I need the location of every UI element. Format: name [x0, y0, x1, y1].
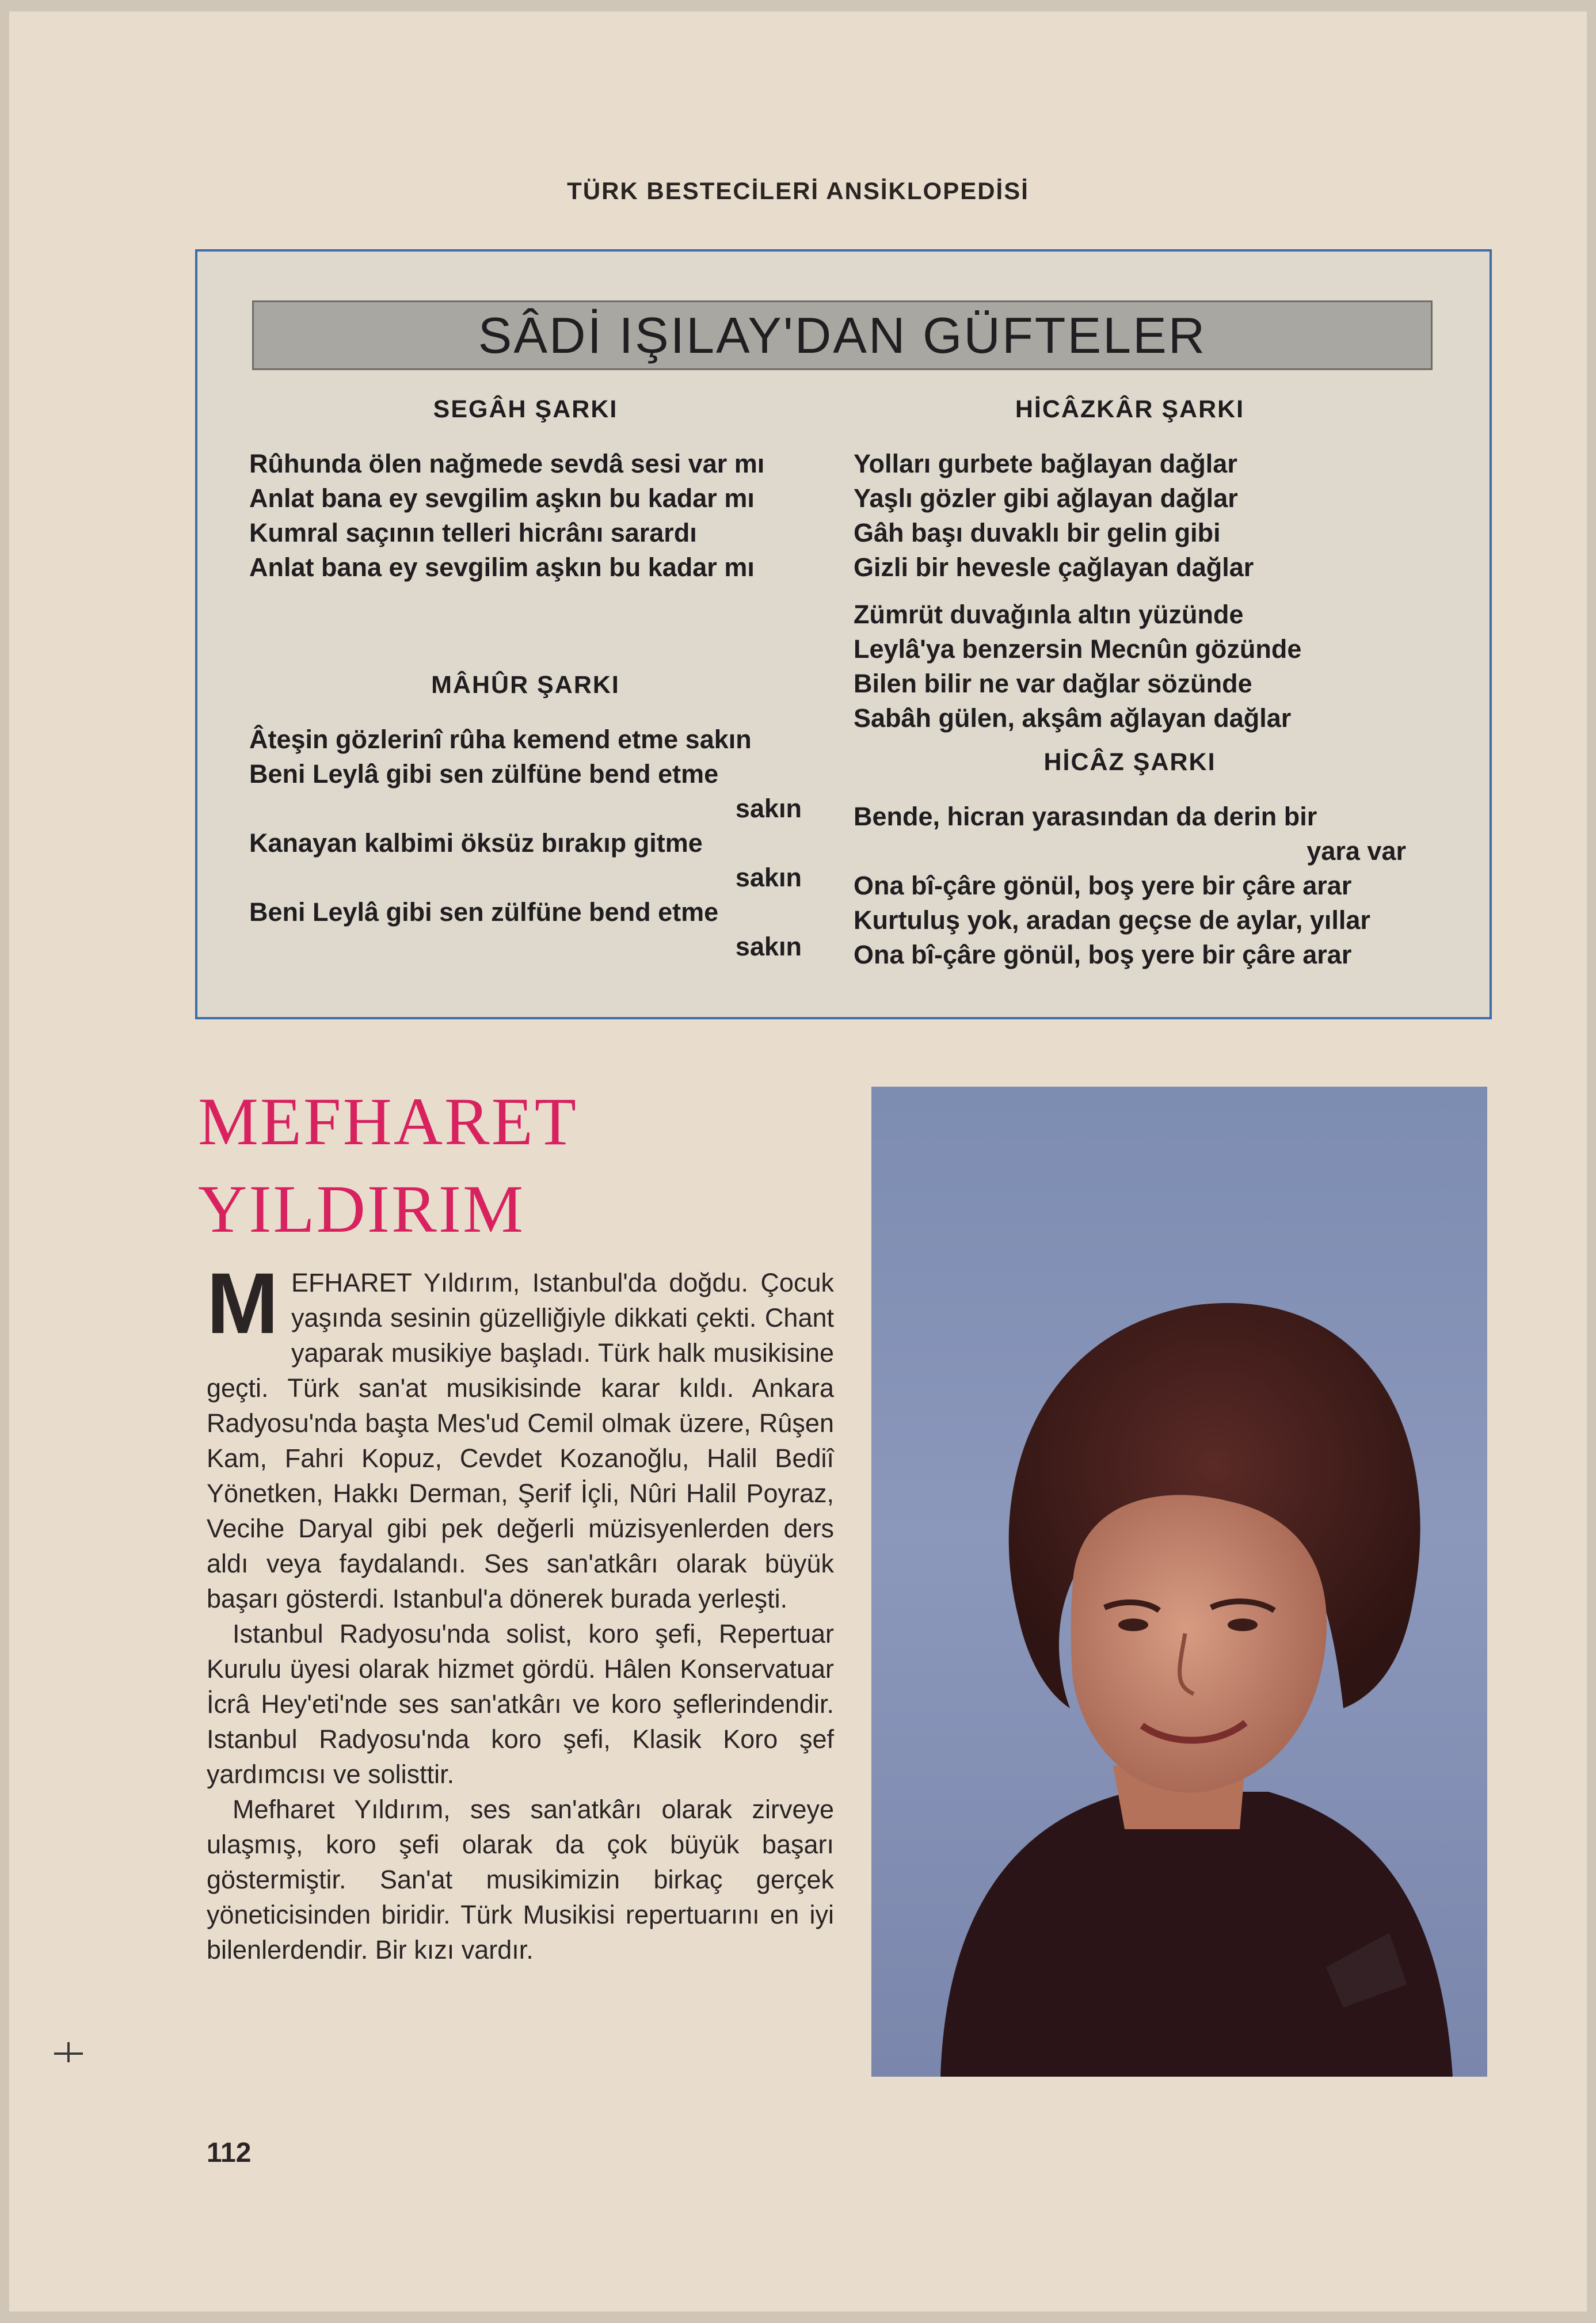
- verse-line: Bilen bilir ne var dağlar sözünde: [854, 669, 1252, 698]
- verse-line: Kurtuluş yok, aradan geçse de aylar, yıllar: [854, 905, 1370, 935]
- verse-line: yara var: [1306, 836, 1406, 866]
- article-title-line: MEFHARET: [198, 1084, 578, 1159]
- verse-line: sakın: [735, 794, 802, 823]
- article-title-line: YILDIRIM: [198, 1171, 525, 1247]
- portrait-illustration: [871, 1087, 1487, 2077]
- song-title-hicazkar: HİCÂZKÂR ŞARKI: [1015, 395, 1245, 423]
- lyrics-box: [195, 249, 1492, 1019]
- lyrics-right-column: [854, 395, 1406, 972]
- verse-line: Yolları gurbete bağlayan dağlar: [854, 449, 1237, 478]
- verse-line: Sabâh gülen, akşâm ağlayan dağlar: [854, 703, 1292, 733]
- verse-segah: [249, 447, 802, 585]
- verse-line: Yaşlı gözler gibi ağlayan dağlar: [854, 483, 1238, 513]
- verse-mahur: [249, 722, 802, 964]
- article-title: [198, 1078, 578, 1253]
- verse-line: Kanayan kalbimi öksüz bırakıp gitme: [249, 828, 703, 858]
- verse-line: Anlat bana ey sevgilim aşkın bu kadar mı: [249, 483, 755, 513]
- song-title-hicaz: HİCÂZ ŞARKI: [1043, 748, 1216, 776]
- song-title-segah: SEGÂH ŞARKI: [433, 395, 618, 423]
- verse-line: Kumral saçının telleri hicrânı sarardı: [249, 518, 697, 547]
- verse-line: Leylâ'ya benzersin Mecnûn gözünde: [854, 634, 1302, 664]
- verse-line: Ona bî-çâre gönül, boş yere bir çâre arar: [854, 940, 1352, 969]
- article-paragraph: Mefharet Yıldırım, ses san'atkârı olarak zirveye ulaşmış, koro şefi olarak da çok büyük başarı göstermiştir. San'at musikimizin birkaç gerçek yöneticisinden biridir. Türk Musikisi repertuarını en iyi bilenlerdendir. Bir kızı vardır.: [207, 1795, 834, 1964]
- article-paragraph: Istanbul Radyosu'nda solist, koro şefi, Repertuar Kurulu üyesi olarak hizmet gördü. Hâlen Konservatuar İcrâ Hey'eti'nde ses san'atkârı ve koro şeflerindendir. Istanbul Radyosu'nda koro şefi, Klasik Koro şef yardımcısı ve solisttir.: [207, 1619, 834, 1789]
- verse-line: Âteşin gözlerinî rûha kemend etme sakın: [249, 725, 752, 754]
- drop-cap: M: [207, 1255, 279, 1351]
- verse-line: Beni Leylâ gibi sen zülfüne bend etme: [249, 759, 719, 789]
- page-number: 112: [207, 2138, 252, 2168]
- magazine-page: [8, 10, 1588, 2313]
- song-title-mahur: MÂHÛR ŞARKI: [431, 671, 620, 699]
- verse-hicazkar: [854, 447, 1406, 736]
- paragraph-text: EFHARET Yıldırım, Istanbul'da doğdu. Çocuk yaşında sesinin güzelliğiyle dikkati çekti. Chant yaparak musikiye başladı. Türk halk musikisine geçti. Türk san'at musikisinde karar kıldı. Ankara Radyosu'nda başta Mes'ud Cemil olmak üzere, Rûşen Kam, Fahri Kopuz, Cevdet Kozanoğlu, Halil Bediî Yönetken, Hakkı Derman, Şerif İçli, Nûri Halil Poyraz, Vecihe Daryal gibi pek değerli müzisyenlerden ders aldı veya faydalandı. Ses san'atkârı olarak büyük başarı gösterdi. Istanbul'a dönerek burada yerleşti.: [207, 1268, 834, 1613]
- verse-line: Zümrüt duvağınla altın yüzünde: [854, 600, 1244, 629]
- verse-line: Anlat bana ey sevgilim aşkın bu kadar mı: [249, 553, 755, 582]
- verse-line: Beni Leylâ gibi sen zülfüne bend etme: [249, 897, 719, 927]
- verse-line: Gizli bir hevesle çağlayan dağlar: [854, 553, 1254, 582]
- article-body: [207, 1255, 834, 1967]
- running-head: TÜRK BESTECİLERİ ANSİKLOPEDİSİ: [567, 177, 1029, 204]
- verse-hicaz: [854, 799, 1406, 972]
- lyrics-left-column: [249, 395, 802, 964]
- lyrics-banner: SÂDİ IŞILAY'DAN GÜFTELER: [252, 300, 1433, 370]
- crop-mark-icon: [51, 2036, 86, 2071]
- verse-line: sakın: [735, 932, 802, 961]
- verse-line: Gâh başı duvaklı bir gelin gibi: [854, 518, 1221, 547]
- verse-line: sakın: [735, 863, 802, 892]
- verse-line: Ona bî-çâre gönül, boş yere bir çâre arar: [854, 871, 1352, 900]
- article-paragraph: [207, 1255, 834, 1616]
- verse-line: Rûhunda ölen nağmede sevdâ sesi var mı: [249, 449, 765, 478]
- verse-line: Bende, hicran yarasından da derin bir: [854, 802, 1317, 831]
- portrait-photo: [871, 1087, 1487, 2077]
